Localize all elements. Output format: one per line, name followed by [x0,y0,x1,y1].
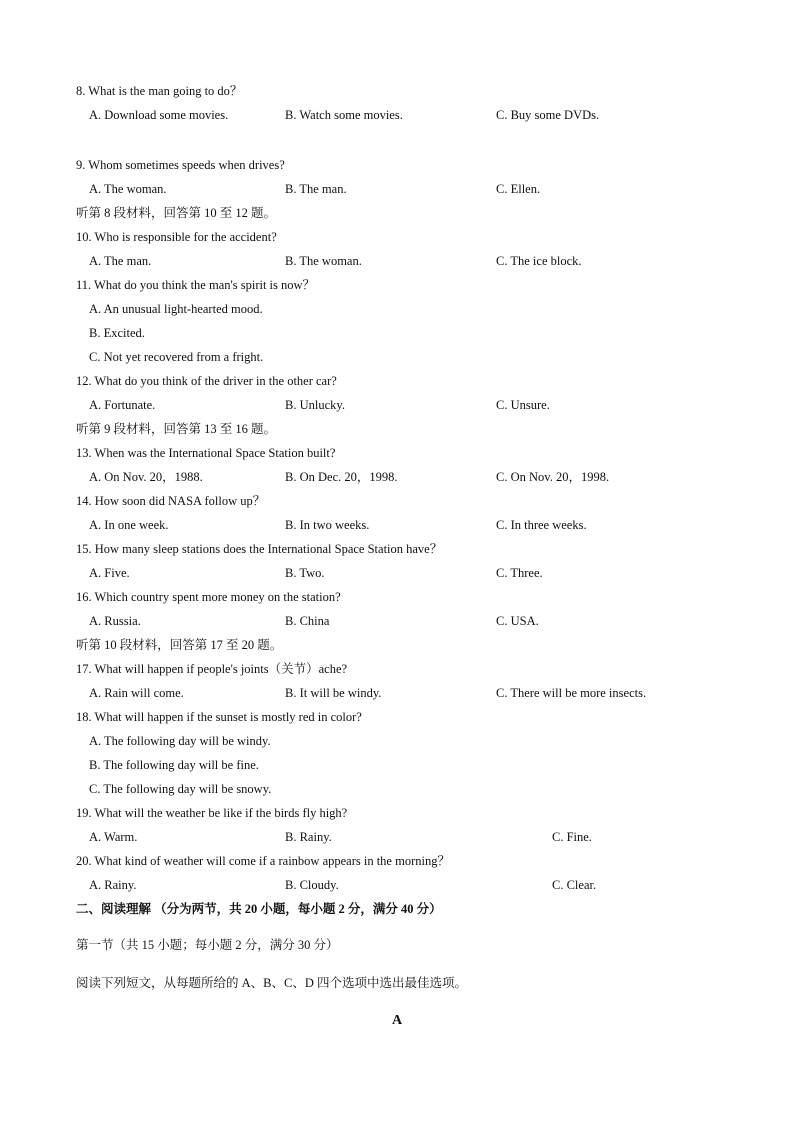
reading-instructions: 阅读下列短文，从每题所给的 A、B、C、D 四个选项中选出最佳选项。 [76,976,467,990]
question-15-stem: 15. How many sleep stations does the International Space Station have？ [76,542,443,556]
question-13-stem: 13. When was the International Space Station built? [76,446,336,460]
question-10-option-c: C. The ice block. [496,254,582,268]
passage-label: A [391,1013,403,1028]
question-19-stem: 19. What will the weather be like if the birds fly high? [76,806,348,820]
question-11-option-b: B. Excited. [89,326,145,340]
question-17-stem: 17. What will happen if people's joints（关节）ache? [76,662,348,676]
question-14-stem: 14. How soon did NASA follow up？ [76,494,266,508]
section-9-instruction: 听第 9 段材料，回答第 13 至 16 题。 [76,422,277,436]
question-8-option-c: C. Buy some DVDs. [496,108,600,122]
question-15-option-b: B. Two. [285,566,325,580]
question-12-option-a: A. Fortunate. [89,398,156,412]
question-14-option-c: C. In three weeks. [496,518,587,532]
question-17-option-c: C. There will be more insects. [496,686,647,700]
question-13-option-a: A. On Nov. 20，1988. [89,470,203,484]
question-8-stem: 8. What is the man going to do？ [76,84,243,98]
question-18-stem: 18. What will happen if the sunset is mostly red in color? [76,710,362,724]
question-9-option-c: C. Ellen. [496,182,541,196]
question-14-option-b: B. In two weeks. [285,518,370,532]
question-15-option-a: A. Five. [89,566,130,580]
question-19-option-a: A. Warm. [89,830,138,844]
question-12-option-b: B. Unlucky. [285,398,345,412]
question-16-option-b: B. China [285,614,330,628]
question-9-stem: 9. Whom sometimes speeds when drives? [76,158,285,172]
question-16-option-a: A. Russia. [89,614,141,628]
question-17-option-a: A. Rain will come. [89,686,184,700]
question-12-stem: 12. What do you think of the driver in the other car? [76,374,337,388]
question-9-option-b: B. The man. [285,182,347,196]
question-18-option-a: A. The following day will be windy. [89,734,271,748]
question-13-option-b: B. On Dec. 20，1998. [285,470,398,484]
question-15-option-c: C. Three. [496,566,543,580]
question-11-option-a: A. An unusual light-hearted mood. [89,302,263,316]
question-18-option-c: C. The following day will be snowy. [89,782,272,796]
question-10-option-b: B. The woman. [285,254,362,268]
question-20-option-c: C. Clear. [552,878,597,892]
question-11-stem: 11. What do you think the man's spirit is now？ [76,278,316,292]
part-two-heading: 二、阅读理解 （分为两节，共 20 小题，每小题 2 分，满分 40 分） [76,902,442,916]
question-19-option-c: C. Fine. [552,830,592,844]
question-14-option-a: A. In one week. [89,518,169,532]
question-8-option-a: A. Download some movies. [89,108,229,122]
section-8-instruction: 听第 8 段材料，回答第 10 至 12 题。 [76,206,277,220]
question-11-option-c: C. Not yet recovered from a fright. [89,350,264,364]
question-20-stem: 20. What kind of weather will come if a rainbow appears in the morning？ [76,854,450,868]
question-17-option-b: B. It will be windy. [285,686,382,700]
question-13-option-c: C. On Nov. 20，1998. [496,470,610,484]
question-10-stem: 10. Who is responsible for the accident? [76,230,277,244]
question-20-option-b: B. Cloudy. [285,878,339,892]
question-12-option-c: C. Unsure. [496,398,550,412]
question-16-stem: 16. Which country spent more money on the station? [76,590,341,604]
question-8-option-b: B. Watch some movies. [285,108,403,122]
question-10-option-a: A. The man. [89,254,152,268]
question-20-option-a: A. Rainy. [89,878,137,892]
question-18-option-b: B. The following day will be fine. [89,758,259,772]
question-9-option-a: A. The woman. [89,182,167,196]
question-19-option-b: B. Rainy. [285,830,332,844]
section-10-instruction: 听第 10 段材料，回答第 17 至 20 题。 [76,638,283,652]
question-16-option-c: C. USA. [496,614,539,628]
part-two-section-one-heading: 第一节（共 15 小题；每小题 2 分，满分 30 分） [76,938,339,952]
